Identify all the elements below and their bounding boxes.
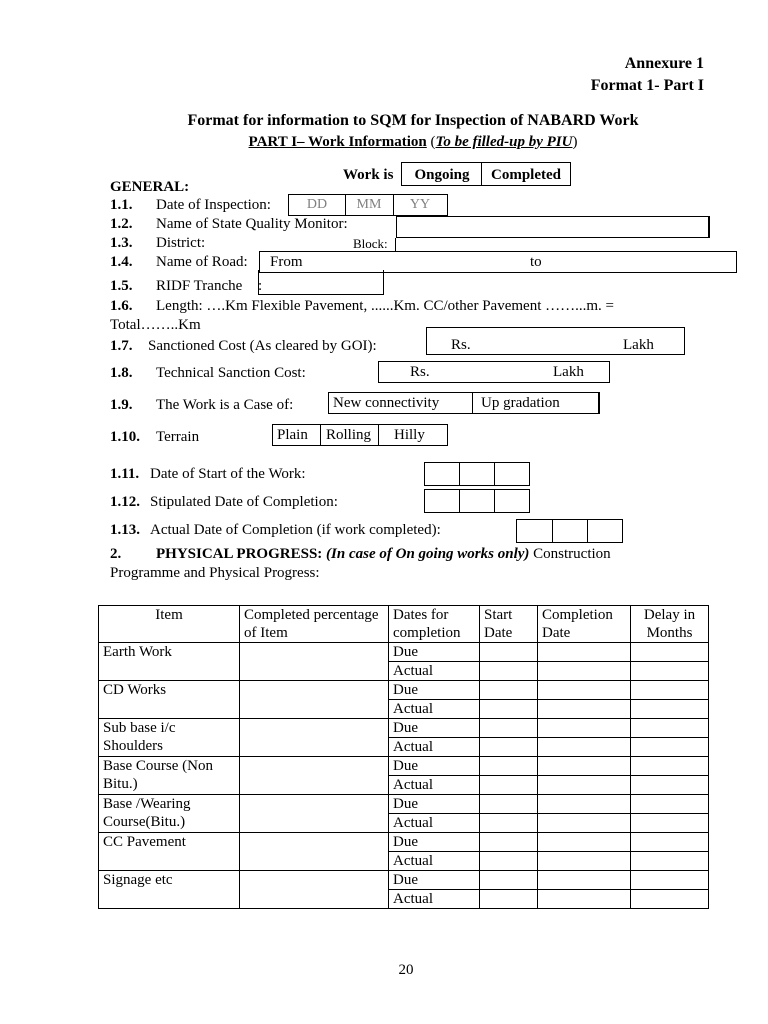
field-1-7-number: 1.7. (110, 338, 133, 354)
inspection-year: YY (409, 197, 431, 212)
inspection-month: MM (356, 197, 382, 212)
field-1-12-number: 1.12. (110, 494, 140, 510)
table-row (99, 833, 709, 852)
due-label: Due (389, 833, 480, 852)
item-name (99, 871, 240, 909)
header-item: Item (99, 606, 240, 643)
completion-date-cell[interactable] (538, 757, 631, 776)
item-name (99, 719, 240, 757)
sanctioned-cost-rs: Rs. (451, 337, 471, 353)
sqm-name-field[interactable] (396, 216, 710, 238)
completion-date-cell[interactable] (538, 738, 631, 757)
field-1-9-number: 1.9. (110, 397, 133, 413)
field-1-5-colon: : (258, 278, 263, 294)
actual-label: Actual (389, 890, 480, 909)
inspection-date-field[interactable] (288, 194, 448, 216)
item-name-line2: Bitu.) (103, 776, 138, 792)
item-name (99, 643, 240, 681)
case-up-gradation[interactable]: Up gradation (481, 395, 560, 411)
field-1-6-line1: Length: ….Km Flexible Pavement, ......Km. CC/other Pavement ……...m. = (156, 298, 614, 314)
start-date-cell[interactable] (480, 852, 538, 871)
header-start-date: Start Date (480, 606, 538, 643)
due-label: Due (389, 795, 480, 814)
page-title: Format for information to SQM for Inspection of NABARD Work (187, 112, 639, 129)
work-status-options (401, 162, 571, 186)
field-1-1-label: Date of Inspection: (156, 197, 271, 213)
delay-months-cell[interactable] (631, 681, 709, 700)
start-date-cell[interactable] (480, 814, 538, 833)
item-name-line1: Base /Wearing (103, 796, 191, 812)
completed-percentage-cell[interactable] (240, 833, 389, 871)
technical-sanction-cost-field[interactable] (378, 361, 610, 383)
header-delay-months: Delay in Months (631, 606, 709, 643)
subtitle-note: To be filled-up by PIU (435, 134, 573, 150)
field-1-5-label: RIDF Tranche (156, 278, 243, 294)
terrain-options (272, 424, 448, 446)
road-to-label: to (530, 254, 542, 270)
item-name (99, 795, 240, 833)
terrain-plain[interactable]: Plain (277, 427, 308, 443)
start-date-cell[interactable] (480, 890, 538, 909)
header-completion-date: Completion Date (538, 606, 631, 643)
completed-percentage-cell[interactable] (240, 795, 389, 833)
delay-months-cell[interactable] (631, 662, 709, 681)
due-label: Due (389, 757, 480, 776)
section-2-number: 2. (110, 546, 122, 562)
field-1-3-number: 1.3. (110, 235, 133, 251)
terrain-rolling[interactable]: Rolling (326, 427, 372, 443)
field-1-12-label: Stipulated Date of Completion: (150, 494, 338, 510)
section-2-note: (In case of On going works only) (326, 546, 530, 562)
subtitle-paren-open: ( (430, 134, 436, 150)
inspection-day: DD (306, 197, 328, 212)
block-label: Block: (353, 236, 388, 251)
due-label: Due (389, 681, 480, 700)
section-2-line2: Programme and Physical Progress: (110, 565, 320, 581)
case-new-connectivity[interactable]: New connectivity (333, 395, 440, 411)
header-completed-percentage: Completed percentage of Item (240, 606, 389, 643)
completion-date-cell[interactable] (538, 795, 631, 814)
actual-label: Actual (389, 662, 480, 681)
section-2-rest: Construction (533, 546, 611, 562)
completion-date-cell[interactable] (538, 890, 631, 909)
field-1-11-label: Date of Start of the Work: (150, 466, 306, 482)
table-row (99, 757, 709, 776)
completion-date-cell[interactable] (538, 814, 631, 833)
start-date-cell[interactable] (480, 643, 538, 662)
completed-percentage-cell[interactable] (240, 719, 389, 757)
actual-label: Actual (389, 852, 480, 871)
field-1-5-number: 1.5. (110, 278, 133, 294)
due-label: Due (389, 871, 480, 890)
completed-percentage-cell[interactable] (240, 871, 389, 909)
annexure-label: Annexure 1 (624, 55, 704, 72)
start-date-cell[interactable] (480, 757, 538, 776)
completion-date-cell[interactable] (538, 833, 631, 852)
completion-date-cell[interactable] (538, 681, 631, 700)
start-date-cell[interactable] (480, 662, 538, 681)
item-name-line1: Base Course (Non (103, 758, 213, 774)
table-row (99, 719, 709, 738)
delay-months-cell[interactable] (631, 776, 709, 795)
road-from-label: From (270, 254, 303, 270)
completed-percentage-cell[interactable] (240, 681, 389, 719)
start-date-cell[interactable] (480, 833, 538, 852)
due-label: Due (389, 643, 480, 662)
item-name-line1: Signage etc (103, 872, 173, 888)
table-row (99, 643, 709, 662)
field-1-1-number: 1.1. (110, 197, 133, 213)
item-name (99, 681, 240, 719)
start-date-cell[interactable] (480, 738, 538, 757)
work-status-label: Work is (343, 167, 394, 183)
actual-label: Actual (389, 738, 480, 757)
header-dates-for-completion: Dates for completion (389, 606, 480, 643)
item-name (99, 757, 240, 795)
delay-months-cell[interactable] (631, 814, 709, 833)
start-date-cell[interactable] (480, 719, 538, 738)
item-name-line1: Sub base i/c (103, 720, 176, 736)
delay-months-cell[interactable] (631, 757, 709, 776)
start-date-cell[interactable] (480, 776, 538, 795)
delay-months-cell[interactable] (631, 643, 709, 662)
section-2-heading: PHYSICAL PROGRESS: (156, 546, 323, 562)
table-row (99, 871, 709, 890)
ridf-tranche-field[interactable] (258, 270, 384, 295)
actual-label: Actual (389, 814, 480, 833)
completion-date-cell[interactable] (538, 776, 631, 795)
field-1-8-number: 1.8. (110, 365, 133, 381)
field-1-3-label: District: (156, 235, 206, 251)
item-name-line1: Earth Work (103, 644, 172, 660)
delay-months-cell[interactable] (631, 871, 709, 890)
section-2-heading-line (156, 545, 611, 563)
actual-label: Actual (389, 700, 480, 719)
delay-months-cell[interactable] (631, 700, 709, 719)
field-1-4-number: 1.4. (110, 254, 133, 270)
field-1-7-label: Sanctioned Cost (As cleared by GOI): (148, 338, 377, 354)
field-1-9-label: The Work is a Case of: (156, 397, 294, 413)
completion-date-cell[interactable] (538, 719, 631, 738)
item-name-line2: Shoulders (103, 738, 163, 754)
delay-months-cell[interactable] (631, 890, 709, 909)
delay-months-cell[interactable] (631, 833, 709, 852)
start-date-cell[interactable] (480, 681, 538, 700)
field-1-2-number: 1.2. (110, 216, 133, 232)
general-heading: GENERAL: (110, 179, 190, 195)
sanctioned-cost-lakh: Lakh (623, 337, 654, 353)
page-subtitle (0, 133, 768, 151)
start-date-field[interactable] (424, 462, 530, 486)
format-label: Format 1- Part I (590, 77, 704, 94)
field-1-6-number: 1.6. (110, 298, 133, 314)
completion-date-cell[interactable] (538, 662, 631, 681)
table-row (99, 681, 709, 700)
item-name-line1: CD Works (103, 682, 167, 698)
completion-date-cell[interactable] (538, 643, 631, 662)
work-status-completed[interactable]: Completed (491, 167, 561, 183)
sanctioned-cost-field[interactable] (426, 327, 685, 355)
item-name-line1: CC Pavement (103, 834, 186, 850)
field-1-10-label: Terrain (156, 429, 200, 445)
stipulated-date-field[interactable] (424, 489, 530, 513)
completion-date-cell[interactable] (538, 852, 631, 871)
field-1-8-label: Technical Sanction Cost: (156, 365, 306, 381)
field-1-6-line2: Total……..Km (110, 317, 201, 333)
start-date-cell[interactable] (480, 700, 538, 719)
delay-months-cell[interactable] (631, 852, 709, 871)
delay-months-cell[interactable] (631, 738, 709, 757)
field-1-13-number: 1.13. (110, 522, 140, 538)
work-case-options (328, 392, 600, 414)
delay-months-cell[interactable] (631, 795, 709, 814)
item-name (99, 833, 240, 871)
subtitle-part-label: PART I– Work Information (248, 134, 427, 150)
item-name-line2: Course(Bitu.) (103, 814, 186, 830)
completed-percentage-cell[interactable] (240, 643, 389, 681)
field-1-4-label: Name of Road: (156, 254, 248, 270)
completed-percentage-cell[interactable] (240, 757, 389, 795)
due-label: Due (389, 719, 480, 738)
start-date-cell[interactable] (480, 871, 538, 890)
field-1-2-label: Name of State Quality Monitor: (156, 216, 348, 232)
actual-label: Actual (389, 776, 480, 795)
completion-date-cell[interactable] (538, 871, 631, 890)
work-status-ongoing[interactable]: Ongoing (414, 167, 470, 183)
completion-date-cell[interactable] (538, 700, 631, 719)
subtitle-paren-close: ) (572, 134, 578, 150)
block-field-edge (395, 238, 396, 252)
technical-cost-rs: Rs. (410, 364, 430, 380)
terrain-hilly[interactable]: Hilly (394, 427, 425, 443)
field-1-11-number: 1.11. (110, 466, 140, 482)
delay-months-cell[interactable] (631, 719, 709, 738)
start-date-cell[interactable] (480, 795, 538, 814)
table-row (99, 795, 709, 814)
actual-completion-date-field[interactable] (516, 519, 623, 543)
table-header-row (99, 606, 709, 643)
field-1-13-label: Actual Date of Completion (if work completed): (150, 522, 441, 538)
technical-cost-lakh: Lakh (553, 364, 584, 380)
field-1-10-number: 1.10. (110, 429, 140, 445)
physical-progress-table (98, 605, 709, 909)
page-number: 20 (398, 962, 414, 978)
